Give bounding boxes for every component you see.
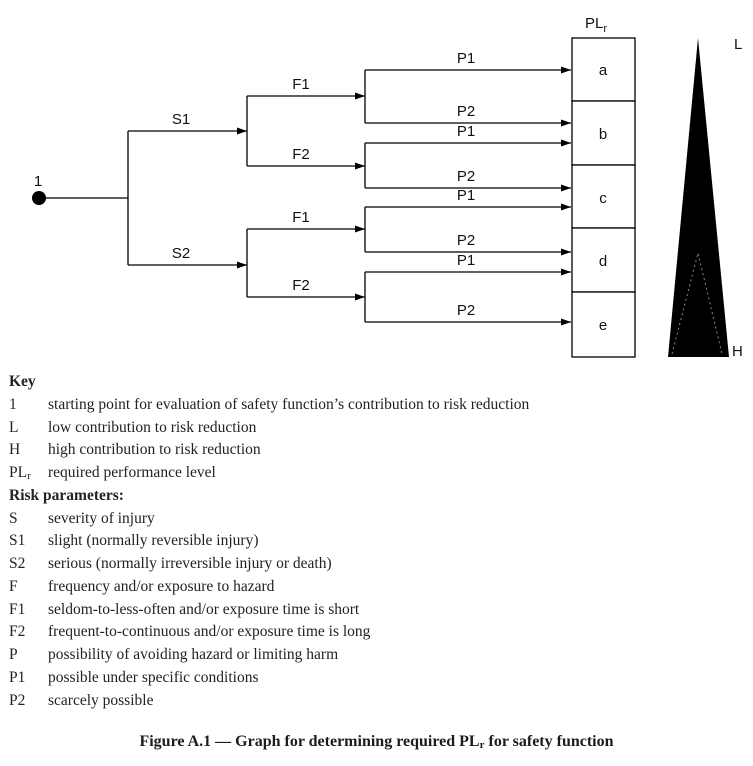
pl-box-letter-b: b	[598, 126, 608, 143]
key-term: F1	[9, 600, 26, 618]
s2-label: S2	[171, 245, 191, 262]
key-desc: required performance level	[48, 464, 216, 481]
f1-label-lower: F1	[292, 209, 310, 226]
pl-box-letter-c: c	[599, 190, 607, 207]
key-term: S1	[9, 532, 26, 550]
key-term: 1	[9, 395, 17, 413]
p-label-1: P2	[456, 103, 476, 120]
key-term: H	[9, 441, 21, 459]
key-desc: starting point for evaluation of safety function’s contribution to risk reduction	[48, 395, 530, 413]
high-contribution-label: H	[732, 343, 743, 360]
key-desc: seldom-to-less-often and/or exposure time is short	[48, 600, 360, 618]
figure-caption: Figure A.1 — Graph for determining required $PL_r$ for safety function	[139, 733, 614, 752]
key-term: L	[9, 418, 19, 436]
p-label-7: P2	[456, 302, 476, 319]
p-label-3: P2	[456, 168, 476, 185]
plr-heading: $PL_r$	[585, 15, 608, 35]
risk-scale-triangle	[668, 36, 743, 360]
key-desc: low contribution to risk reduction	[48, 418, 257, 436]
key-heading: Key	[9, 373, 36, 390]
figure-key	[9, 371, 753, 712]
risk-parameters-heading: Risk parameters:	[9, 486, 124, 504]
pl-box-letter-d: d	[598, 253, 608, 270]
key-desc: slight (normally reversible injury)	[48, 532, 259, 550]
key-desc: severity of injury	[48, 509, 155, 527]
key-term: F2	[9, 623, 26, 641]
key-term: P2	[9, 691, 26, 709]
pl-box-letter-a: a	[598, 62, 608, 79]
key-term: S	[9, 509, 18, 527]
key-term: P1	[9, 668, 26, 686]
f2-label-lower: F2	[292, 277, 310, 294]
p-label-5: P2	[456, 232, 476, 249]
key-desc: possibility of avoiding hazard or limiting harm	[48, 646, 339, 663]
p-label-0: P1	[456, 50, 476, 67]
key-term: P	[9, 646, 18, 663]
pl-box-letter-e: e	[598, 317, 608, 334]
p-label-6: P1	[456, 252, 476, 269]
key-desc: frequent-to-continuous and/or exposure time is long	[48, 623, 371, 641]
start-label: 1	[33, 173, 43, 190]
key-desc: frequency and/or exposure to hazard	[48, 577, 275, 595]
f2-label-upper: F2	[292, 146, 310, 163]
key-term: S2	[9, 555, 26, 572]
s1-label: S1	[171, 111, 191, 128]
triangle-shape	[668, 38, 729, 357]
key-desc: serious (normally irreversible injury or death)	[48, 555, 332, 572]
key-term: F	[9, 577, 18, 595]
key-term: $PL_r$	[9, 464, 31, 482]
p-label-4: P1	[456, 187, 476, 204]
key-list	[9, 394, 753, 713]
f1-label-upper: F1	[292, 76, 310, 93]
low-contribution-label: L	[734, 36, 743, 53]
key-desc: scarcely possible	[48, 691, 154, 709]
key-desc: high contribution to risk reduction	[48, 441, 261, 459]
p-label-2: P1	[456, 123, 476, 140]
risk-graph-diagram	[0, 0, 753, 368]
branch-labels	[34, 50, 475, 319]
key-desc: possible under specific conditions	[48, 668, 259, 686]
